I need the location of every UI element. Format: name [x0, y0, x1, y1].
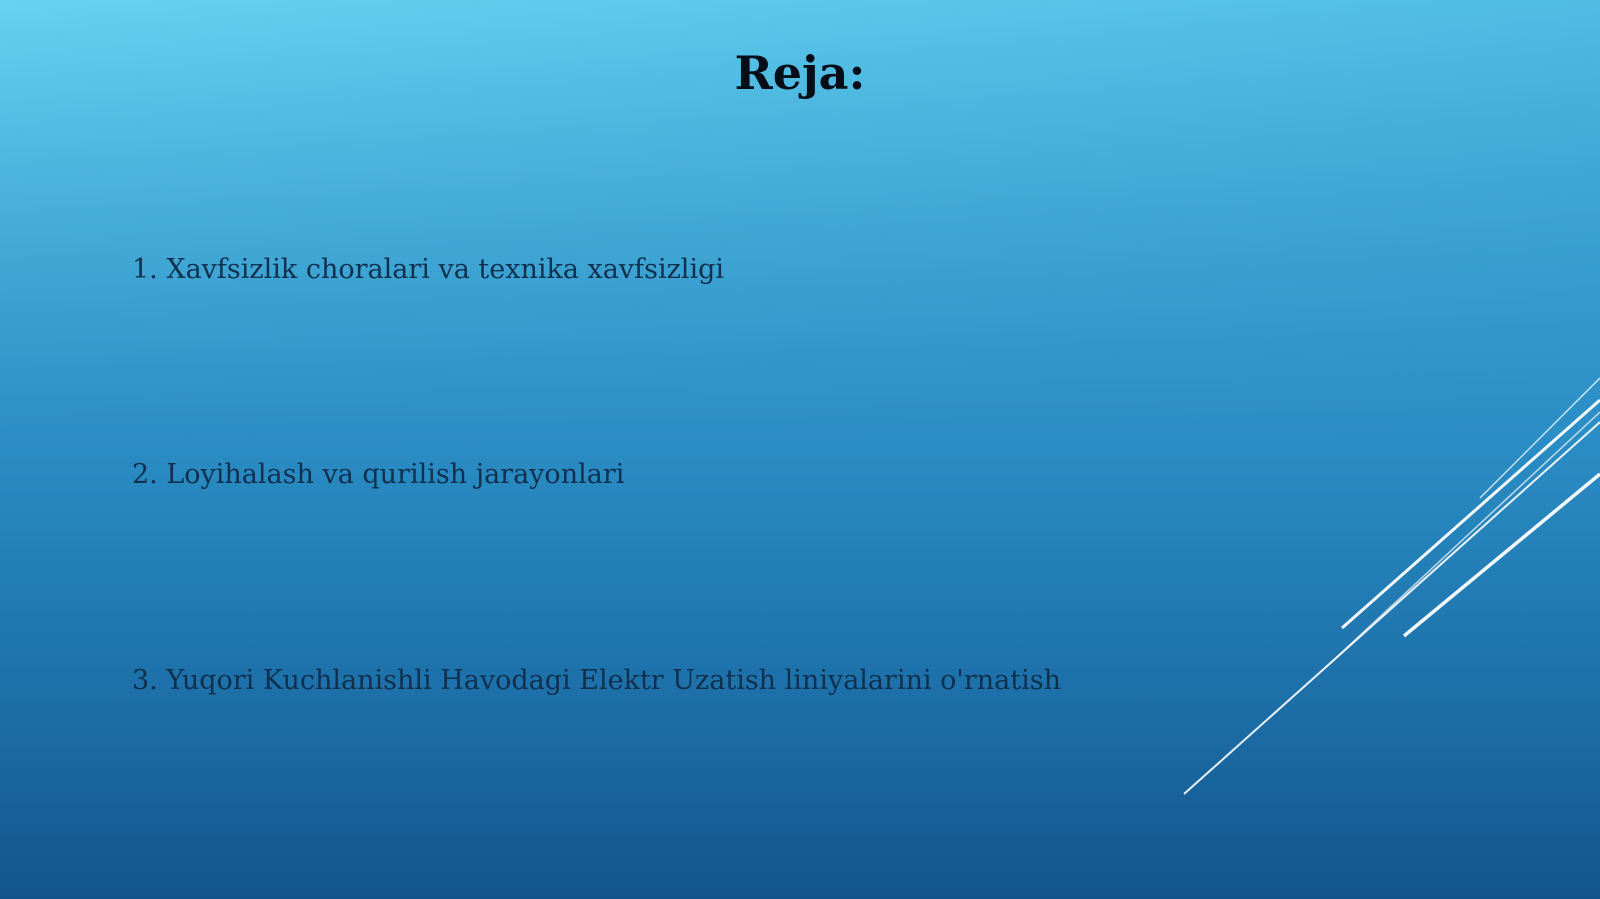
plan-item-2: 2. Loyihalash va qurilish jarayonlari — [132, 459, 625, 490]
decor-line-4 — [1184, 422, 1600, 794]
decor-line-2 — [1342, 400, 1600, 628]
plan-item-1: 1. Xavfsizlik choralari va texnika xavfsizligi — [132, 254, 724, 285]
plan-item-3: 3. Yuqori Kuchlanishli Havodagi Elektr Uzatish liniyalarini o'rnatish — [132, 665, 1061, 696]
decor-line-3 — [1325, 412, 1600, 668]
decorative-lines — [1180, 370, 1600, 810]
decor-line-5 — [1404, 474, 1600, 636]
slide-title: Reja: — [734, 46, 866, 100]
